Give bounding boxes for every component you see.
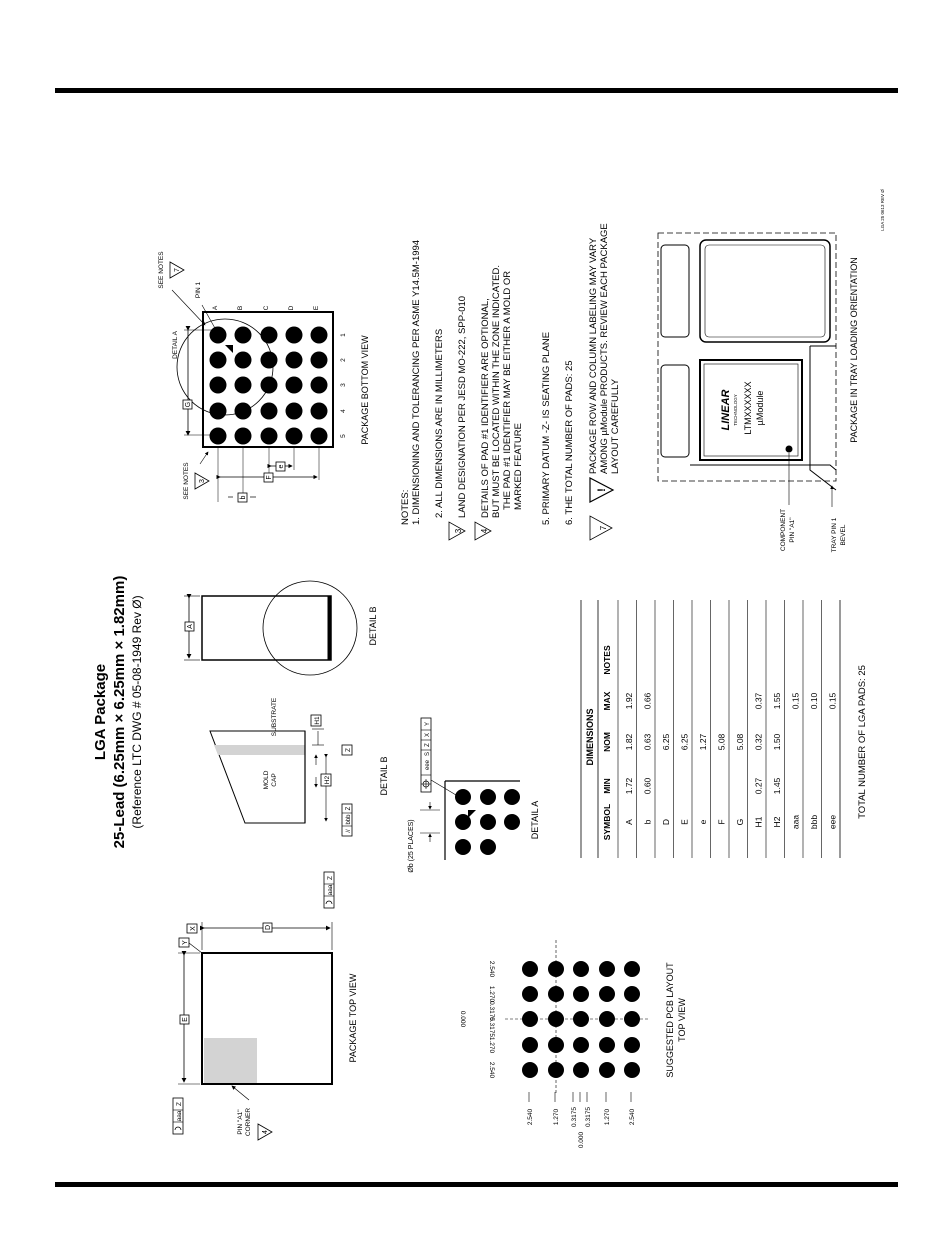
note-3: LAND DESIGNATION PER JESD MO-222, SPP-010 [457, 295, 468, 518]
table-heading: DIMENSIONS [585, 708, 595, 766]
pcb-pad [599, 1062, 615, 1078]
pcb-pad [548, 1037, 564, 1053]
pcb-top-label: 0.000 [459, 1010, 466, 1028]
bottom-pad [286, 352, 303, 369]
tray-logo-sub: TECHNOLOGY [733, 394, 738, 426]
bottom-col-label-C: C [263, 305, 270, 311]
table-cell: 1.50 [772, 733, 782, 751]
profile-dim-a: A [187, 624, 194, 629]
tray-logo: LINEAR [720, 389, 732, 431]
table-cell: 1.27 [698, 733, 708, 751]
table-cell: 6.25 [661, 733, 671, 751]
h1-label: H1 [314, 716, 321, 725]
pcb-pad [599, 1011, 615, 1027]
substrate-label: SUBSTRATE [271, 697, 278, 737]
dim-b: b [240, 495, 247, 500]
package-top-view [173, 872, 358, 1140]
note-7-num: 7 [599, 525, 608, 531]
pcb-pad [573, 961, 589, 977]
pads-label: Øb (25 PLACES) [408, 819, 415, 873]
pcb-pad [522, 1011, 538, 1027]
frame-x: X [425, 732, 431, 738]
top-view-dim-d: D [265, 924, 272, 931]
bottom-pad [311, 327, 328, 344]
pcb-pad [573, 1062, 589, 1078]
table-cell: H2 [772, 816, 782, 828]
bottom-pad [311, 352, 328, 369]
pcb-top-label: 2.540 [488, 960, 495, 978]
bottom-pad [286, 403, 303, 420]
table-cell: 0.37 [753, 692, 764, 710]
table-cell: bbb [809, 814, 819, 830]
bottom-pad [210, 352, 227, 369]
see-notes-top: SEE NOTES [158, 251, 165, 289]
pcb-pad [599, 986, 615, 1002]
top-view-dim-e: E [182, 1017, 189, 1022]
table-cell: A [624, 819, 634, 825]
bottom-row-label-2: 2 [340, 358, 347, 362]
pcb-top-label: 1.270 [488, 1036, 495, 1054]
package-bottom-view [158, 251, 370, 502]
component-label-1: COMPONENT [780, 508, 787, 552]
pin-a1-corner-shade [204, 1038, 257, 1083]
bottom-pad [311, 428, 328, 445]
tray-pin1-label-1: TRAY PIN 1 [831, 517, 838, 553]
table-cell: H1 [753, 816, 764, 828]
section-tol-bbb: bbb [346, 814, 352, 825]
detail-a-pads [455, 789, 520, 855]
pcb-pad [522, 1037, 538, 1053]
notes-heading: NOTES: [400, 489, 411, 525]
table-cell: 1.55 [772, 692, 782, 710]
table-cell: 5.08 [716, 733, 727, 751]
pcb-pad [573, 1011, 589, 1027]
bottom-pad [311, 403, 328, 420]
bottom-row-label-3: 3 [340, 383, 347, 387]
dim-g: G [185, 401, 192, 408]
table-cell: 0.63 [642, 733, 653, 751]
bottom-pad [210, 428, 227, 445]
datum-y: Y [182, 940, 189, 945]
bottom-pad [286, 377, 303, 394]
note-5: 5. PRIMARY DATUM -Z- IS SEATING PLANE [541, 331, 552, 525]
bottom-pad [311, 377, 328, 394]
table-cell: 1.82 [624, 733, 634, 751]
note-7-line3: LAYOUT CAREFULLY [610, 378, 621, 474]
bottom-view-caption: PACKAGE BOTTOM VIEW [360, 335, 370, 445]
table-footer: TOTAL NUMBER OF LGA PADS: 25 [857, 665, 868, 819]
table-cell: D [661, 818, 671, 826]
dim-f: F [266, 475, 273, 480]
bottom-pad [235, 352, 252, 369]
bottom-pad [235, 403, 252, 420]
pcb-pad [573, 986, 589, 1002]
pcb-pad [599, 961, 615, 977]
bottom-pad [235, 377, 252, 394]
pcb-pad [599, 1037, 615, 1053]
note-4-line4: MARKED FEATURE [513, 423, 524, 510]
pcb-left-label: 1.270 [553, 1108, 560, 1126]
bottom-tol-z: Z [176, 1102, 183, 1106]
title-block [92, 576, 144, 849]
pcb-pad [522, 1062, 538, 1078]
pcb-left-labels [527, 1092, 636, 1148]
note-4-line1: DETAILS OF PAD #1 IDENTIFIER ARE OPTIONAL, [480, 298, 491, 518]
datum-x: X [190, 926, 197, 931]
detail-a-pad [455, 789, 471, 805]
dim-e-pitch: e [278, 464, 285, 469]
tray-pin1-label-2: BEVEL [840, 524, 847, 546]
frame-eee: eee [425, 759, 431, 771]
note7-ref: 7 [174, 268, 181, 272]
tray-part: LTMXXXXXX [743, 381, 753, 435]
warning-icon: ! [596, 488, 608, 492]
see-notes-bottom: SEE NOTES [183, 462, 190, 500]
title-line-2: 25-Lead (6.25mm × 6.25mm × 1.82mm) [111, 575, 128, 849]
pcb-caption-2: TOP VIEW [677, 998, 687, 1042]
h2-label: H2 [324, 775, 331, 785]
pcb-pad [548, 1011, 564, 1027]
pcb-caption-1: SUGGESTED PCB LAYOUT [665, 962, 675, 1078]
detail-a-pad [504, 789, 520, 805]
pcb-pad [624, 1011, 640, 1027]
pcb-pad [624, 1062, 640, 1078]
detail-b-circle [263, 581, 357, 675]
drawing-ref: LGA 25 0613 REV Ø [880, 189, 885, 231]
pin-a1-label: PIN "A1" [237, 1109, 244, 1135]
pcb-pad [548, 986, 564, 1002]
title-line-1: LGA Package [92, 663, 109, 761]
section-tol-z: Z [346, 806, 352, 811]
bottom-pad [261, 352, 278, 369]
bottom-pad [210, 377, 227, 394]
bottom-col-label-D: D [288, 305, 295, 311]
table-col-nom: NOM [602, 732, 612, 752]
pcb-layout [459, 940, 687, 1148]
section-parallel: // [346, 829, 352, 833]
bottom-pads [210, 327, 328, 445]
table-cells [602, 600, 838, 858]
table-col-min: MIN [602, 778, 612, 794]
profile-outline [202, 596, 331, 660]
detail-a-pad [480, 789, 496, 805]
detail-b-profile [184, 581, 378, 675]
table-cell: 5.08 [735, 733, 745, 751]
cap-label: CAP [271, 773, 278, 787]
bottom-row-labels [340, 333, 347, 438]
note-7-line2: AMONG µModule PRODUCTS. REVIEW EACH PACKAGE [599, 223, 610, 474]
frame-y: Y [425, 721, 431, 727]
note-3-num: 3 [454, 528, 463, 534]
bottom-pad [261, 327, 278, 344]
component-label-2: PIN "A1" [789, 517, 796, 543]
pcb-pads [522, 961, 640, 1078]
pcb-top-labels [459, 961, 495, 1079]
table-cell: G [735, 818, 745, 826]
mold-label: MOLD [263, 770, 270, 790]
bottom-row-label-5: 5 [340, 434, 347, 438]
table-cell: 0.15 [827, 692, 838, 710]
detail-a-pad [480, 839, 496, 855]
detail-a-pad [455, 839, 471, 855]
pcb-pad [522, 986, 538, 1002]
bottom-col-label-E: E [313, 305, 320, 311]
note-7-line1: PACKAGE ROW AND COLUMN LABELING MAY VARY [588, 237, 599, 474]
dimensions-table [581, 600, 868, 858]
frame-s: S [425, 751, 431, 757]
pcb-left-label: 0.000 [578, 1131, 585, 1149]
component-pin-a1-dot [786, 446, 793, 453]
detail-a [408, 718, 540, 873]
pcb-left-label: 2.540 [629, 1108, 636, 1126]
pcb-top-label: 0.3175 [488, 1001, 495, 1021]
bottom-pad [286, 428, 303, 445]
bottom-row-label-4: 4 [340, 409, 347, 413]
table-cell: 0.15 [790, 692, 801, 710]
detail-b-section [210, 697, 389, 836]
detail-a-caption: DETAIL A [530, 800, 540, 840]
pcb-pad [548, 1062, 564, 1078]
top-view-caption: PACKAGE TOP VIEW [348, 973, 358, 1063]
bottom-column-labels [212, 305, 320, 310]
table-cell: eee [827, 814, 838, 830]
pcb-pad [573, 1037, 589, 1053]
detail-b-circle-caption: DETAIL B [368, 606, 378, 646]
frame-z: Z [425, 743, 431, 747]
table-cell: b [642, 819, 653, 825]
table-cell: 1.72 [624, 777, 634, 795]
table-cell: aaa [790, 814, 801, 830]
table-cell: 0.32 [753, 733, 764, 751]
pin-a1-corner-label: CORNER [245, 1107, 252, 1137]
bottom-tol-aaa: aaa [176, 1110, 183, 1122]
bottom-col-label-B: B [237, 305, 244, 311]
table-cell: 1.92 [624, 692, 634, 710]
note-6: 6. THE TOTAL NUMBER OF PADS: 25 [564, 360, 575, 525]
bottom-pad [210, 403, 227, 420]
top-tol-z: Z [327, 876, 334, 880]
note-4-line2: BUT MUST BE LOCATED WITHIN THE ZONE INDICATED. [491, 264, 502, 518]
bottom-pad [235, 327, 252, 344]
table-cell: E [679, 819, 690, 825]
bottom-pad [286, 327, 303, 344]
pcb-pad [548, 961, 564, 977]
title-line-3: (Reference LTC DWG # 05-08-1949 Rev Ø) [130, 595, 144, 829]
table-cell: 6.25 [679, 733, 690, 751]
table-col-max: MAX [602, 691, 612, 711]
bottom-detail-a-label: DETAIL A [172, 331, 179, 359]
tray-caption: PACKAGE IN TRAY LOADING ORIENTATION [849, 257, 859, 443]
pcb-pad [624, 1037, 640, 1053]
tray-orientation [658, 189, 885, 553]
note-4-line3: THE PAD #1 IDENTIFIER MAY BE EITHER A MOLD OR [502, 270, 513, 510]
detail-a-pad [504, 814, 520, 830]
table-cell: 0.10 [809, 692, 819, 710]
tray-module: µModule [755, 390, 765, 426]
pcb-left-label: 1.270 [604, 1108, 611, 1126]
table-cell: 0.66 [642, 692, 653, 710]
detail-b-section-caption: DETAIL B [379, 756, 389, 796]
table-cell: e [698, 819, 708, 825]
note-1: 1. DIMENSIONING AND TOLERANCING PER ASME Y14.5M-1994 [411, 239, 422, 525]
bottom-pad [210, 327, 227, 344]
table-cell: 0.27 [753, 777, 764, 795]
pin1-label: PIN 1 [195, 281, 202, 299]
note-2: 2. ALL DIMENSIONS ARE IN MILLIMETERS [434, 328, 445, 518]
pcb-pad [522, 961, 538, 977]
bottom-pad [261, 377, 278, 394]
detail-a-pad [480, 814, 496, 830]
section-datum-z: Z [345, 748, 352, 752]
note3-ref: 3 [199, 479, 206, 483]
table-cell: 0.60 [642, 777, 653, 795]
table-col-symbol: SYMBOL [602, 803, 612, 841]
bottom-pad [235, 428, 252, 445]
notes-block [400, 223, 621, 540]
table-col-notes: NOTES [602, 645, 612, 675]
pcb-top-label: 0.3175 [488, 1017, 495, 1037]
table-cell: 1.45 [772, 777, 782, 795]
bottom-col-label-A: A [212, 305, 219, 311]
table-cell: F [716, 819, 727, 825]
pcb-top-label: 2.540 [488, 1061, 495, 1079]
pcb-pad [624, 986, 640, 1002]
top-tol-aaa: aaa [327, 884, 334, 896]
bottom-pad [261, 403, 278, 420]
pcb-left-label: 0.3175 [571, 1107, 578, 1127]
pcb-pad [624, 961, 640, 977]
bottom-pad [261, 428, 278, 445]
bottom-row-label-1: 1 [340, 333, 347, 337]
top-view-note-ref: 4 [262, 1130, 269, 1134]
pcb-top-label: 1.270 [488, 985, 495, 1003]
pcb-left-label: 0.3175 [585, 1107, 592, 1127]
pcb-left-label: 2.540 [527, 1108, 534, 1126]
note-4-num: 4 [480, 528, 489, 534]
